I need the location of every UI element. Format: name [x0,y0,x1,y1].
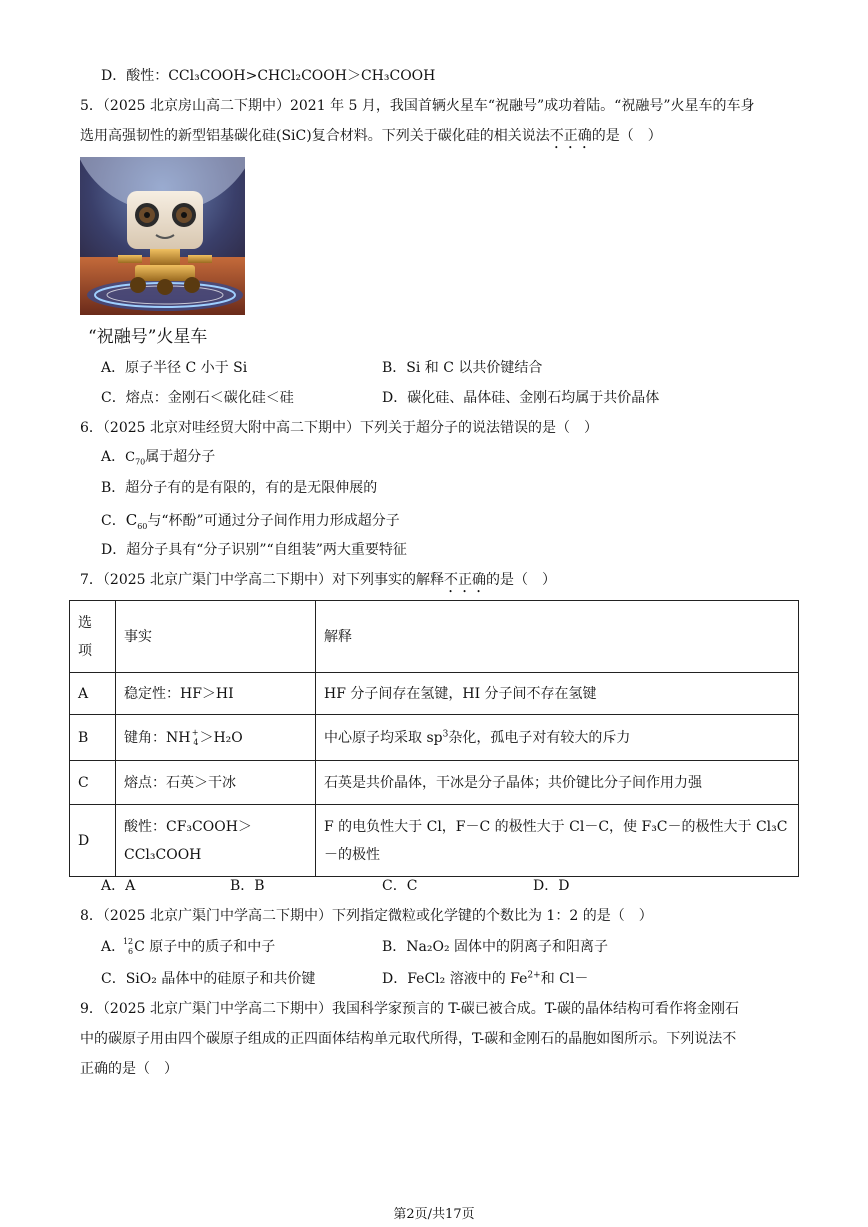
q6-option-b: B．超分子有的是有限的，有的是无限伸展的 [101,480,378,496]
q8-stem: 8．（2025 北京广渠门中学高二下期中）下列指定微粒或化学键的个数比为 1：2 的是（ ） [80,908,653,924]
q5-option-a: A．原子半径 C 小于 Si [101,360,248,376]
header-fact: 事实 [116,601,316,673]
q6-stem: 6．（2025 北京对哇经贸大附中高二下期中）下列关于超分子的说法错误的是（ ） [80,420,598,436]
emphasis-dots: 不正确 [549,128,592,144]
q7-choice-a: A．A [101,878,136,894]
q4-option-d: D．酸性：CCl₃COOH>CHCl₂COOH＞CH₃COOH [101,68,436,84]
q5-stem-line1: 5．（2025 北京房山高二下期中）2021 年 5 月，我国首辆火星车“祝融号”成功着陆。“祝融号”火星车的车身 [80,98,755,114]
q9-stem-line3: 正确的是（ ） [80,1061,178,1077]
q5-stem-line2: 选用高强韧性的新型铝基碳化硅(SiC)复合材料。下列关于碳化硅的相关说法不正确的是（ ） [80,128,662,144]
zhurong-rover-image [80,157,245,315]
q6-option-d: D．超分子具有“分子识别”“自组装”两大重要特征 [101,542,407,558]
q7-choice-b: B．B [230,878,265,894]
emphasis-dots: 不正确 [444,572,486,588]
image-caption: “祝融号”火星车 [88,327,208,347]
q5-option-d: D．碳化硅、晶体硅、金刚石均属于共价晶体 [382,390,660,406]
table-row: A 稳定性：HF＞HI HF 分子间存在氢键，HI 分子间不存在氢键 [70,673,799,715]
table-row: D 酸性：CF₃COOH＞ CCl₃COOH F 的电负性大于 Cl，F－C 的极性大于 Cl－C，使 F₃C－的极性大于 Cl₃C －的极性 [70,805,799,877]
q7-stem: 7．（2025 北京广渠门中学高二下期中）对下列事实的解释不正确的是（ ） [80,572,556,588]
q8-option-a: A． 12 6 C 原子中的质子和中子 [101,937,276,956]
q8-option-c: C．SiO₂ 晶体中的硅原子和共价键 [101,971,316,987]
table-header-row [70,601,799,673]
q8-option-b: B．Na₂O₂ 固体中的阴离子和阳离子 [382,939,609,955]
table-row: C 熔点：石英＞干冰 石英是共价晶体，干冰是分子晶体；共价键比分子间作用力强 [70,761,799,805]
header-explanation: 解释 [316,601,799,673]
q7-table [69,600,799,877]
q7-choice-d: D．D [533,878,570,894]
q6-option-a: A．$C_{70}$属于超分子 [101,449,216,467]
q6-option-c: C．$C_{60}$与“杯酚”可通过分子间作用力形成超分子 [101,511,400,531]
table-row: B 键角：NH + 4 ＞H₂O 中心原子均采取 $sp^3$杂化，孤电子对有较大的斥力 [70,715,799,761]
q5-option-b: B．Si 和 C 以共价键结合 [382,360,543,376]
q9-stem-line1: 9．（2025 北京广渠门中学高二下期中）我国科学家预言的 T-碳已被合成。T-碳的晶体结构可看作将金刚石 [80,1001,739,1017]
q9-stem-line2: 中的碳原子用由四个碳原子组成的正四面体结构单元取代所得，T-碳和金刚石的晶胞如图所示。下列说法不 [80,1031,737,1047]
q7-choice-c: C．C [382,878,418,894]
page-footer: 第2页/共17页 [393,1207,475,1222]
q8-option-d: D．FeCl₂ 溶液中的 $Fe^{2+}$和 Cl－ [382,970,589,987]
q5-option-c: C．熔点：金刚石＜碳化硅＜硅 [101,390,294,406]
header-option: 选 项 [70,601,116,673]
